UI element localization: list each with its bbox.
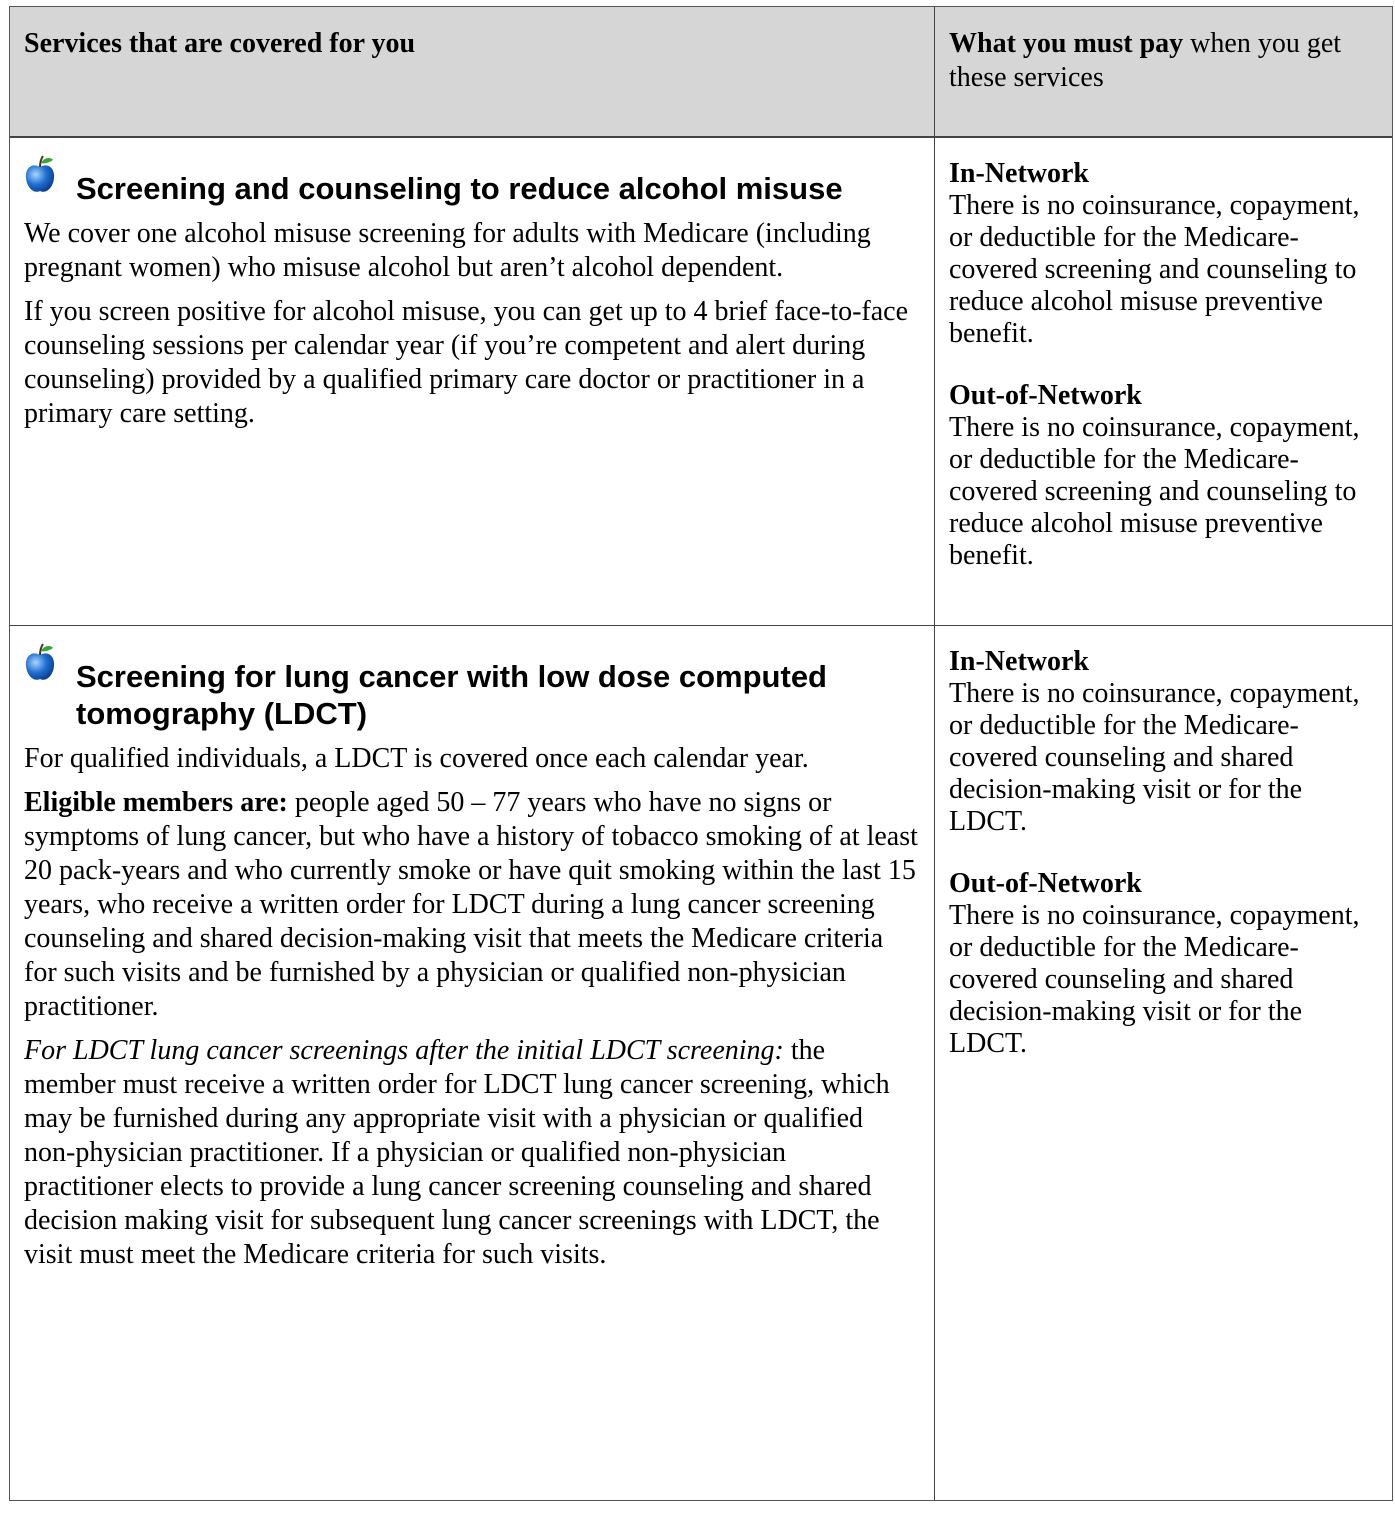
benefits-table	[9, 6, 1393, 1501]
out-network-label: Out-of-Network	[949, 380, 1142, 411]
service-title-block	[24, 156, 920, 207]
cost-cell	[935, 626, 1392, 1500]
cost-cell	[935, 138, 1392, 625]
eligibility-text: people aged 50 – 77 years who have no signs or symptoms of lung cancer, but who have a history of tobacco smoking of at least 20 pack-years and who currently smoke or have quit smoking within the last 15 years, who receive a written order for LDCT during a lung cancer screening counseling and shared decision-making visit that meets the Medicare criteria for such visits and be furnished by a physician or qualified non-physician practitioner.	[24, 787, 918, 1022]
in-network-text: There is no coinsurance, copayment, or deductible for the Medicare-covered screening and counseling to reduce alcohol misuse preventive benefit.	[949, 190, 1360, 349]
service-title: Screening for lung cancer with low dose computed tomography (LDCT)	[76, 659, 827, 731]
service-cell	[10, 626, 935, 1500]
header-left-cell	[10, 7, 935, 136]
service-title: Screening and counseling to reduce alcohol misuse	[76, 171, 843, 206]
in-network-label: In-Network	[949, 158, 1089, 189]
header-services-label: Services that are covered for you	[24, 28, 416, 59]
apple-icon	[24, 642, 56, 682]
eligibility-paragraph	[24, 786, 920, 1024]
out-network-label: Out-of-Network	[949, 868, 1142, 899]
in-network-block	[949, 646, 1378, 838]
out-network-block	[949, 380, 1378, 572]
service-description: If you screen positive for alcohol misuse, you can get up to 4 brief face-to-face counseling sessions per calendar year (if you’re competent and alert during counseling) provided by a qualified primary care doctor or practitioner in a primary care setting.	[24, 296, 908, 429]
apple-icon	[24, 154, 56, 194]
header-pay-label	[949, 27, 1378, 95]
table-row	[10, 138, 1392, 626]
service-description: For qualified individuals, a LDCT is covered once each calendar year.	[24, 743, 809, 774]
out-network-text: There is no coinsurance, copayment, or deductible for the Medicare-covered counseling and shared decision-making visit or for the LDCT.	[949, 900, 1360, 1059]
subsequent-screening-label: For LDCT lung cancer screenings after the initial LDCT screening:	[24, 1035, 784, 1066]
table-row	[10, 626, 1392, 1500]
out-network-text: There is no coinsurance, copayment, or deductible for the Medicare-covered screening and counseling to reduce alcohol misuse preventive benefit.	[949, 412, 1360, 571]
subsequent-screening-paragraph	[24, 1034, 920, 1272]
header-pay-rest: when you get these services	[949, 28, 1342, 93]
subsequent-screening-text: the member must receive a written order for LDCT lung cancer screening, which may be furnished during any appropriate visit with a physician or qualified non-physician practitioner. If a physician or qualified non-physician practitioner elects to provide a lung cancer screening counseling and shared decision making visit for subsequent lung cancer screenings with LDCT, the visit must meet the Medicare criteria for such visits.	[24, 1035, 890, 1270]
header-pay-bold: What you must pay	[949, 28, 1184, 59]
table-header-row	[10, 7, 1392, 138]
service-description: We cover one alcohol misuse screening for adults with Medicare (including pregnant women) who misuse alcohol but aren’t alcohol dependent.	[24, 218, 871, 283]
eligibility-label: Eligible members are:	[24, 787, 288, 818]
out-network-block	[949, 868, 1378, 1060]
in-network-text: There is no coinsurance, copayment, or deductible for the Medicare-covered counseling and shared decision-making visit or for the LDCT.	[949, 678, 1360, 837]
in-network-block	[949, 158, 1378, 350]
service-title-block	[24, 644, 920, 732]
service-cell	[10, 138, 935, 625]
header-right-cell	[935, 7, 1392, 136]
in-network-label: In-Network	[949, 646, 1089, 677]
